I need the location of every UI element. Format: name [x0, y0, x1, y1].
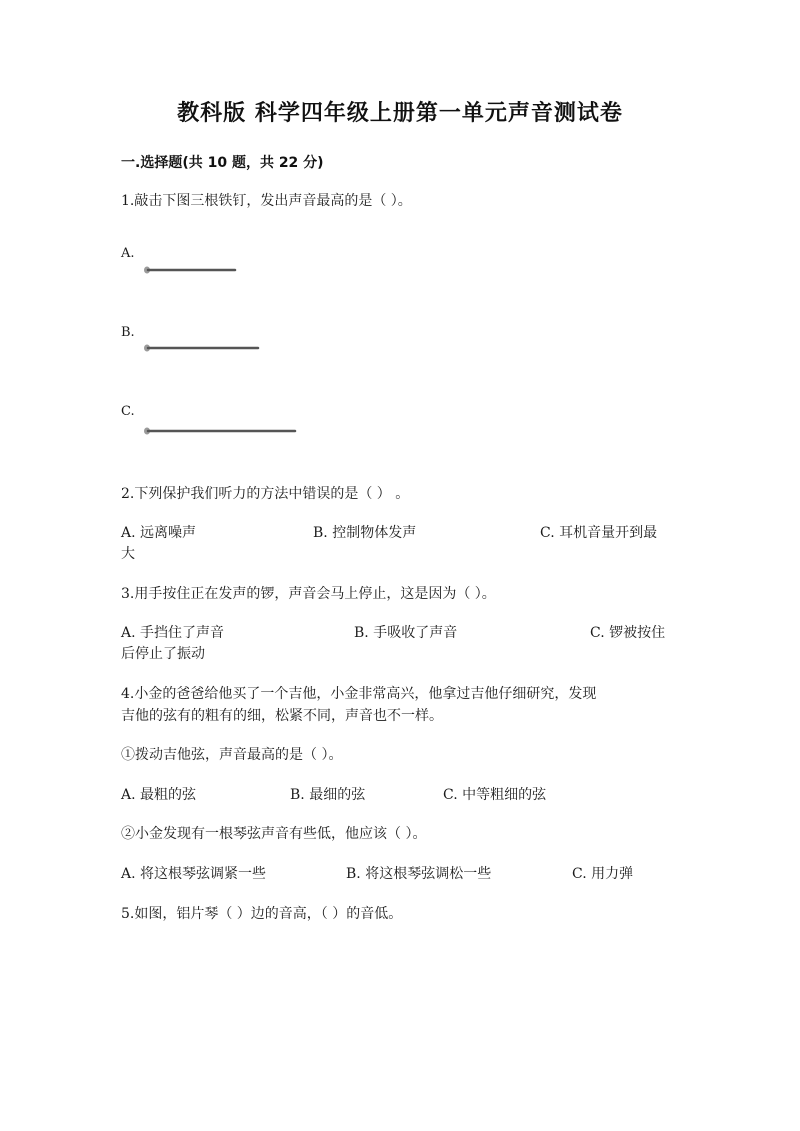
q4-sub2-option-b: B. 将这根琴弦调松一些 [346, 866, 492, 882]
nail-long-icon [140, 424, 300, 438]
q3-option-c-wrap: 后停止了振动 [121, 646, 205, 662]
q3-option-b: B. 手吸收了声音 [354, 625, 458, 641]
section-heading: 一.选择题(共 10 题，共 22 分) [121, 155, 324, 171]
q1-option-a-label: A. [121, 246, 135, 261]
question-5-text: 5.如图，铝片琴（ ）边的音高，（ ）的音低。 [121, 906, 403, 922]
q1-option-b-label: B. [121, 325, 135, 340]
question-3-text: 3.用手按住正在发声的锣，声音会马上停止，这是因为（ ）。 [121, 586, 496, 602]
page-title: 教科版 科学四年级上册第一单元声音测试卷 [177, 101, 623, 126]
q3-option-c: C. 锣被按住 [590, 625, 666, 641]
q3-option-a: A. 手挡住了声音 [121, 625, 225, 641]
question-4-sub2-text: ②小金发现有一根琴弦声音有些低，他应该（ ）。 [121, 826, 427, 842]
q2-option-b: B. 控制物体发声 [313, 525, 417, 541]
question-4-text-line1: 4.小金的爸爸给他买了一个吉他，小金非常高兴，他拿过吉他仔细研究，发现 [121, 686, 597, 702]
q4-sub1-option-c: C. 中等粗细的弦 [443, 787, 547, 803]
q2-option-c: C. 耳机音量开到最 [540, 525, 658, 541]
question-4-text-line2: 吉他的弦有的粗有的细，松紧不同，声音也不一样。 [121, 708, 443, 724]
q2-option-c-wrap: 大 [121, 546, 135, 562]
question-4-sub1-text: ①拨动吉他弦，声音最高的是（ ）。 [121, 747, 343, 763]
q4-sub2-option-a: A. 将这根琴弦调紧一些 [121, 866, 267, 882]
question-1-text: 1.敲击下图三根铁钉，发出声音最高的是（ ）。 [121, 193, 412, 209]
question-2-text: 2.下列保护我们听力的方法中错误的是（ ） 。 [121, 486, 410, 502]
q1-option-c-label: C. [121, 404, 135, 419]
q4-sub1-option-b: B. 最细的弦 [290, 787, 366, 803]
q4-sub2-option-c: C. 用力弹 [572, 866, 634, 882]
nail-short-icon [140, 264, 240, 276]
nail-medium-icon [140, 342, 265, 354]
q4-sub1-option-a: A. 最粗的弦 [121, 787, 197, 803]
q2-option-a: A. 远离噪声 [121, 525, 197, 541]
